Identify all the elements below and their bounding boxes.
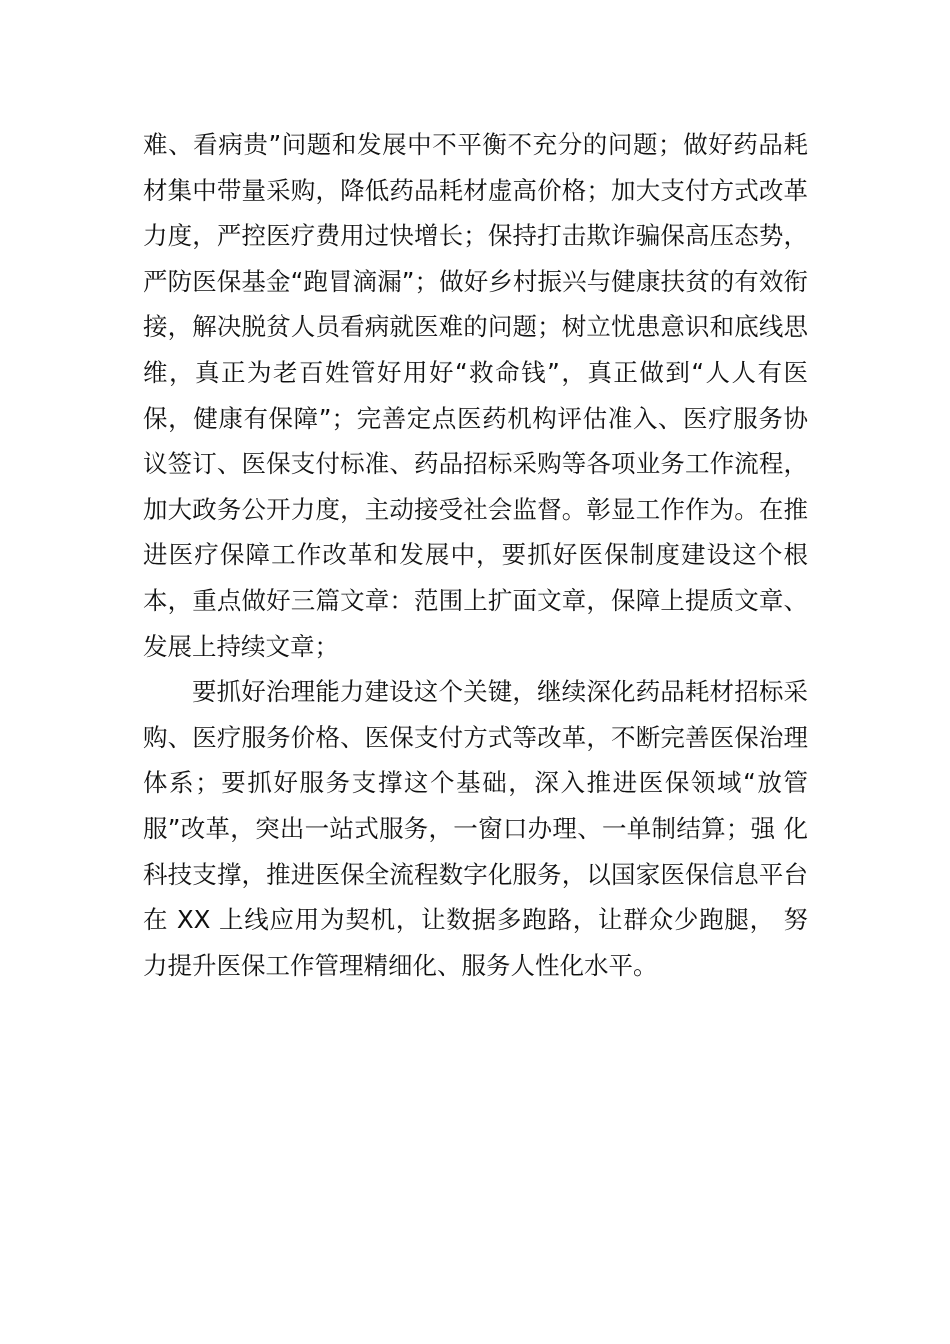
- document-body: [143, 122, 808, 988]
- paragraph-continued: 难、看病贵”问题和发展中不平衡不充分的问题；做好药品耗材集中带量采购，降低药品耗材虚高价格；加大支付方式改革力度，严控医疗费用过快增长；保持打击欺诈骗保高压态势，严防医保基金“跑冒滴漏”；做好乡村振兴与健康扶贫的有效衔接，解决脱贫人员看病就医难的问题；树立忧患意识和底线思维，真正为老百姓管好用好“救命钱”，真正做到“人人有医保，健康有保障”；完善定点医药机构评估准入、医疗服务协议签订、医保支付标准、药品招标采购等各项业务工作流程，加大政务公开力度，主动接受社会监督。彰显工作作为。在推进医疗保障工作改革和发展中，要抓好医保制度建设这个根本，重点做好三篇文章：范围上扩面文章，保障上提质文章、发展上持续文章；: [143, 130, 808, 661]
- paragraph-governance: 要抓好治理能力建设这个关键，继续深化药品耗材招标采购、医疗服务价格、医保支付方式等改革，不断完善医保治理体系；要抓好服务支撑这个基础，深入推进医保领域“放管服”改革，突出一站式服务，一窗口办理、一单制结算；强 化科技支撑，推进医保全流程数字化服务，以国家医保信息平台在 XX 上线应用为契机，让数据多跑路，让群众少跑腿， 努力提升医保工作管理精细化、服务人性化水平。: [143, 677, 808, 980]
